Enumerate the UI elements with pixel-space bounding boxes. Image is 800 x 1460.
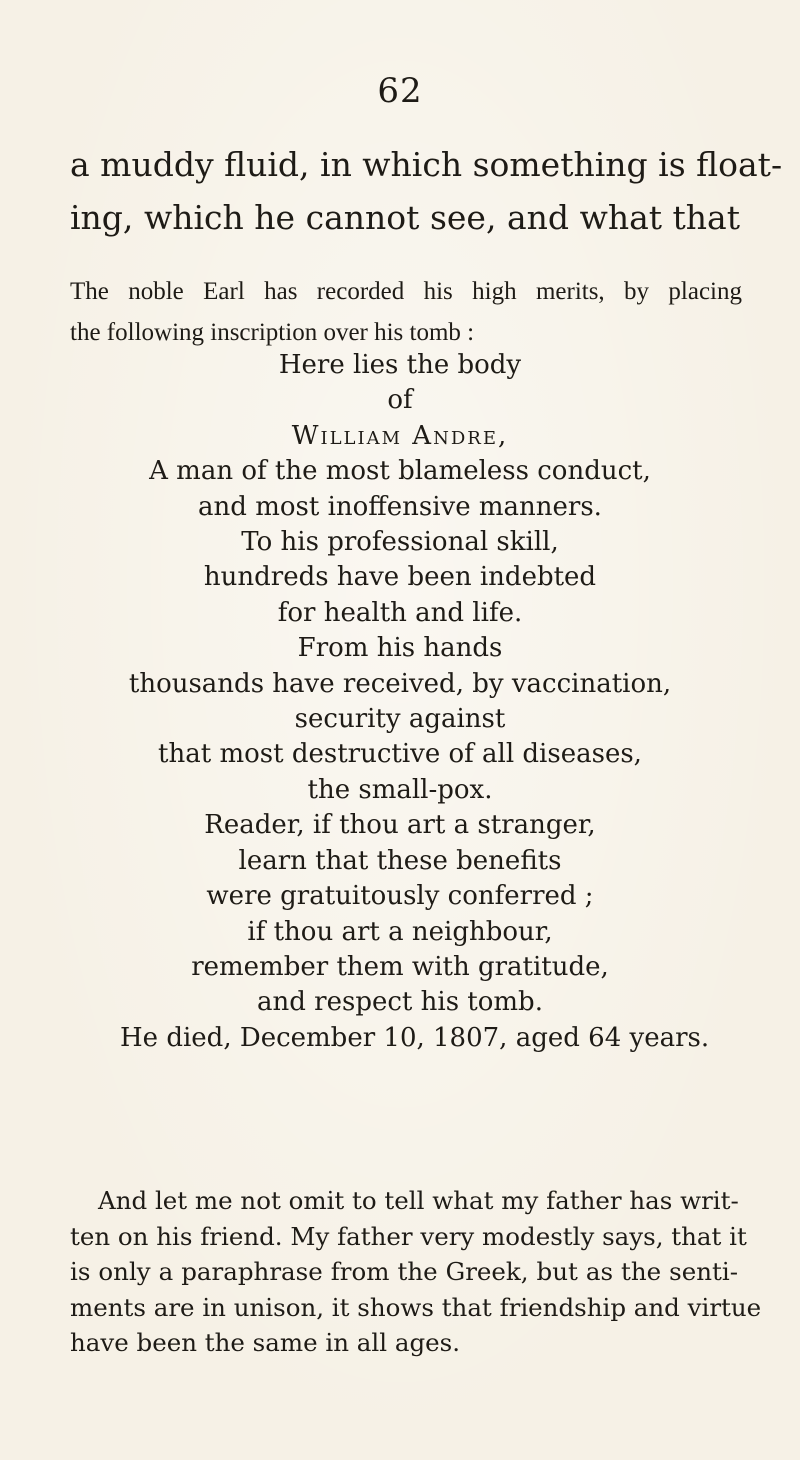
inscription-line: thousands have received, by vaccination,: [128, 668, 672, 699]
text-line: have been the same in all ages.: [70, 1328, 460, 1357]
inscription-line: that most destructive of all diseases,: [158, 739, 642, 770]
inscription-line: learn that these benefits: [238, 845, 562, 876]
inscription-line: for health and life.: [277, 597, 523, 628]
inscription-line: of: [387, 385, 413, 416]
inscription-line: if thou art a neighbour,: [247, 916, 553, 947]
text-line: ten on his friend. My father very modestly says, that it: [70, 1221, 747, 1251]
inscription-line: and respect his tomb.: [257, 987, 543, 1018]
text-line: is only a paraphrase from the Greek, but as the senti-: [70, 1257, 738, 1286]
inscription-name: William Andre,: [291, 420, 509, 451]
inscription-line: remember them with gratitude,: [191, 951, 609, 982]
inscription-line: Reader, if thou art a stranger,: [204, 810, 596, 841]
inscription-line: Here lies the body: [278, 350, 522, 380]
intro-paragraph: [70, 271, 742, 353]
inscription-line: were gratuitously conferred ;: [206, 881, 594, 912]
inscription-line: To his professional skill,: [241, 527, 559, 558]
text-line: the following inscription over his tomb :: [70, 319, 475, 346]
text-line: ing, which he cannot see, and what that: [70, 198, 740, 237]
text-line: a muddy fluid, in which something is float-: [70, 145, 783, 184]
continuation-text: [70, 138, 783, 244]
inscription-line: hundreds have been indebted: [203, 562, 597, 593]
inscription-line: security against: [294, 704, 506, 735]
inscription-line: and most inoffensive manners.: [198, 491, 602, 522]
text-line: And let me not omit to tell what my father has writ-: [98, 1186, 739, 1215]
text-line: The noble Earl has recorded his high merits, by placing: [70, 278, 742, 305]
tomb-inscription: [0, 348, 800, 1056]
inscription-line: the small-pox.: [307, 774, 493, 805]
inscription-line: From his hands: [297, 633, 503, 664]
inscription-death-date: He died, December 10, 1807, aged 64 years.: [120, 1022, 710, 1053]
inscription-line: A man of the most blameless conduct,: [149, 456, 651, 487]
closing-paragraph: [70, 1183, 762, 1361]
text-line: ments are in unison, it shows that friendship and virtue: [70, 1292, 762, 1322]
page-number: 62: [377, 71, 423, 111]
